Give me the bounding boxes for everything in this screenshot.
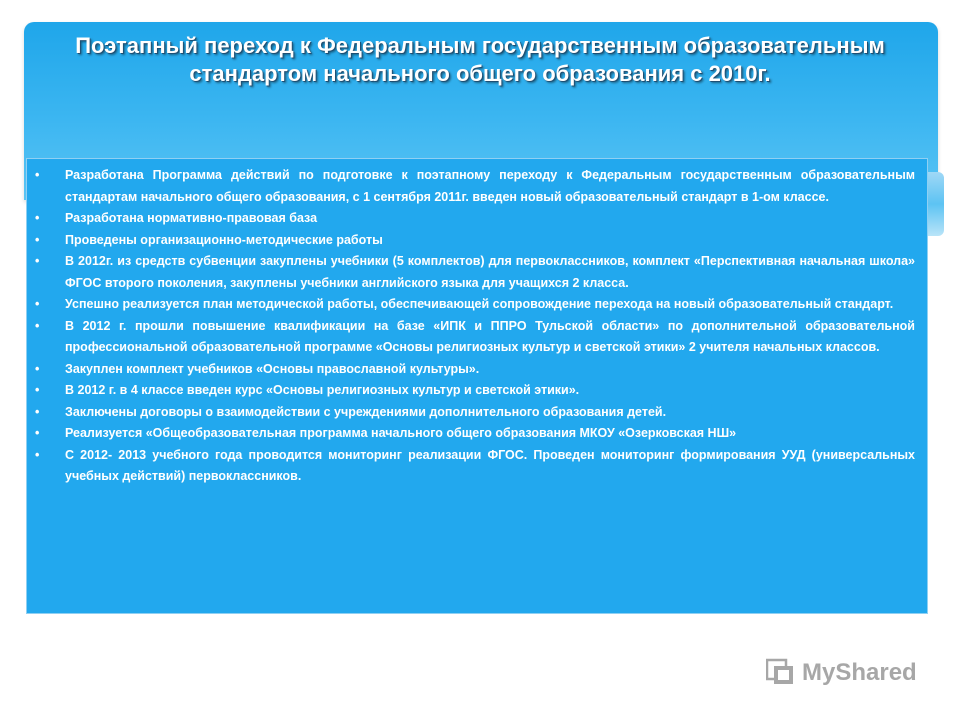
list-item-text: Заключены договоры о взаимодействии с учреждениями дополнительного образования детей. — [65, 404, 667, 419]
bullet-icon: • — [35, 447, 40, 462]
list-item — [35, 251, 915, 294]
list-item — [35, 208, 915, 230]
list-item — [35, 230, 915, 252]
bullet-icon: • — [35, 383, 40, 397]
myshared-logo-icon — [766, 658, 796, 686]
bullet-icon: • — [35, 297, 40, 311]
bullet-icon: • — [35, 211, 40, 225]
list-item — [35, 445, 915, 488]
list-item-text: Разработана Программа действий по подготовке к поэтапному переходу к Федеральным государственным образовательным стандартам начального общего образования, с 1 сентября 2011г. введен новый образовательный стандарт в 1-ом классе. — [65, 168, 915, 204]
list-item-text: Реализуется «Общеобразовательная программа начального общего образования МКОУ «Озерковская НШ» — [65, 426, 737, 440]
slide-title: Поэтапный переход к Федеральным государственным образовательным стандартом начального общего образования с 2010г. — [75, 33, 885, 86]
list-item-text: Проведены организационно-методические работы — [65, 232, 383, 247]
list-item — [35, 359, 915, 381]
bullet-icon: • — [35, 318, 40, 333]
list-item-text: В 2012 г. прошли повышение квалификации на базе «ИПК и ППРО Тульской области» по дополнительной образовательной профессиональной образовательной программе «Основы религиозных культур и светской этики» 2 учителя начальных классов. — [65, 318, 915, 354]
watermark-text: MyShared — [802, 659, 917, 686]
list-item-text: С 2012- 2013 учебного года проводится мониторинг реализации ФГОС. Проведен мониторинг формирования УУД (универсальных учебных действий) первоклассников. — [65, 447, 915, 483]
bullet-icon: • — [35, 404, 40, 419]
list-item — [35, 402, 915, 424]
content-panel — [26, 158, 928, 614]
list-item — [35, 423, 915, 445]
bullet-icon: • — [35, 426, 40, 440]
bullet-icon: • — [35, 168, 40, 182]
bullet-icon: • — [35, 361, 40, 376]
bullet-icon: • — [35, 254, 40, 268]
list-item-text: В 2012 г. в 4 классе введен курс «Основы религиозных культур и светской этики». — [65, 383, 580, 397]
list-item — [35, 165, 915, 208]
list-item-text: Успешно реализуется план методической работы, обеспечивающей сопровождение перехода на новый образовательный стандарт. — [65, 297, 894, 311]
list-item — [35, 380, 915, 402]
list-item-text: В 2012г. из средств субвенции закуплены учебники (5 комплектов) для первоклассников, комплект «Перспективная начальная школа» ФГОС второго поколения, закуплены учебники английского языка для учащихся 2 класса. — [65, 254, 915, 290]
list-item — [35, 294, 915, 316]
bullet-icon: • — [35, 232, 40, 247]
myshared-watermark — [766, 656, 926, 690]
list-item — [35, 316, 915, 359]
list-item-text: Закуплен комплект учебников «Основы православной культуры». — [65, 361, 480, 376]
bullet-list — [27, 159, 927, 488]
list-item-text: Разработана нормативно-правовая база — [65, 211, 318, 225]
